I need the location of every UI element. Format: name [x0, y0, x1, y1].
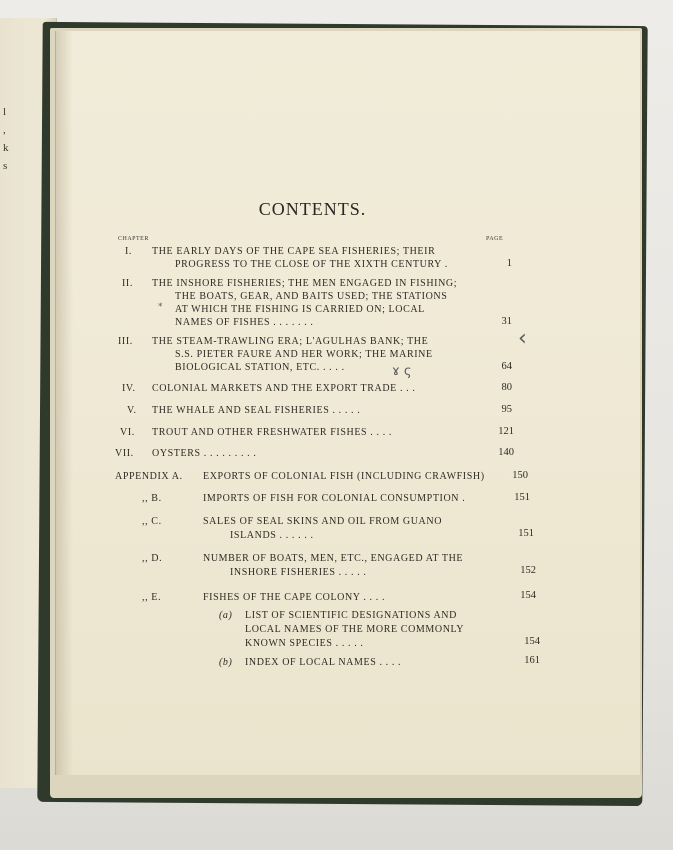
appendix-title-line: FISHES OF THE CAPE COLONY . . . . — [203, 592, 386, 603]
chapter-number: III. — [118, 336, 133, 347]
appendix-label: APPENDIX A. — [115, 471, 183, 482]
sub-item-line: INDEX OF LOCAL NAMES . . . . — [245, 657, 402, 668]
sub-item-label: (b) — [219, 657, 233, 668]
sub-item-line: LOCAL NAMES OF THE MORE COMMONLY — [245, 624, 465, 635]
chapter-number: I. — [125, 246, 133, 257]
sub-item-line: LIST OF SCIENTIFIC DESIGNATIONS AND — [245, 610, 457, 621]
page-number: 95 — [501, 404, 512, 415]
pencil-mark: * — [158, 302, 163, 312]
page-number: 154 — [520, 590, 536, 601]
chapter-title-line: THE EARLY DAYS OF THE CAPE SEA FISHERIES; THEIR — [152, 246, 436, 257]
appendix-title-line: ISLANDS . . . . . . — [230, 530, 314, 541]
left-fragment: s — [3, 160, 8, 172]
appendix-title-line: INSHORE FISHERIES . . . . . — [230, 567, 367, 578]
chapter-number: V. — [127, 405, 137, 416]
left-fragment: , — [3, 124, 6, 136]
chapter-title-line: OYSTERS . . . . . . . . . — [152, 448, 257, 459]
appendix-title-line: IMPORTS OF FISH FOR COLONIAL CONSUMPTION . — [203, 493, 466, 504]
chapter-title-line: S.S. PIETER FAURE AND HER WORK; THE MARINE — [175, 349, 433, 360]
chapter-title-line: AT WHICH THE FISHING IS CARRIED ON; LOCAL — [175, 304, 425, 315]
chapter-title-line: PROGRESS TO THE CLOSE OF THE XIXTH CENTURY . — [175, 259, 448, 270]
chapter-title-line: THE STEAM-TRAWLING ERA; L'AGULHAS BANK; THE — [152, 336, 429, 347]
left-page-fragments — [3, 103, 9, 175]
chapter-title-line: THE INSHORE FISHERIES; THE MEN ENGAGED IN FISHING; — [152, 278, 458, 289]
page-header: PAGE — [486, 236, 504, 242]
sub-item-line: KNOWN SPECIES . . . . . — [245, 638, 364, 649]
page-number: 154 — [524, 636, 540, 647]
chapter-title-line: BIOLOGICAL STATION, ETC. . . . . — [175, 362, 345, 373]
pencil-mark: ‹ — [518, 326, 527, 351]
page-gutter-shadow — [55, 31, 73, 775]
page-number: 121 — [498, 426, 514, 437]
page-number: 161 — [524, 655, 540, 666]
pencil-mark: ɤ ς — [392, 364, 412, 379]
chapter-title-line: THE WHALE AND SEAL FISHERIES . . . . . — [152, 405, 361, 416]
page-number: 31 — [501, 316, 512, 327]
page-number: 151 — [514, 492, 530, 503]
page-number: 151 — [518, 528, 534, 539]
appendix-label: ,, E. — [142, 592, 162, 603]
chapter-title-line: THE BOATS, GEAR, AND BAITS USED; THE STATIONS — [175, 291, 448, 302]
appendix-label: ,, C. — [142, 516, 162, 527]
page-number: 64 — [501, 361, 512, 372]
chapter-number: VI. — [120, 427, 135, 438]
left-fragment: l — [3, 106, 7, 118]
chapter-title-line: TROUT AND OTHER FRESHWATER FISHES . . . . — [152, 427, 392, 438]
sub-item-label: (a) — [219, 610, 233, 621]
appendix-label: ,, B. — [142, 493, 162, 504]
chapter-number: VII. — [115, 448, 134, 459]
chapter-number: II. — [122, 278, 133, 289]
page-number: 150 — [512, 470, 528, 481]
page-number: 1 — [506, 258, 512, 269]
chapter-title-line: COLONIAL MARKETS AND THE EXPORT TRADE . . . — [152, 383, 416, 394]
appendix-title-line: SALES OF SEAL SKINS AND OIL FROM GUANO — [203, 516, 443, 527]
appendix-title-line: NUMBER OF BOATS, MEN, ETC., ENGAGED AT THE — [203, 553, 464, 564]
chapter-title-line: NAMES OF FISHES . . . . . . . — [175, 317, 314, 328]
page-number: 152 — [520, 565, 536, 576]
left-fragment: k — [3, 142, 9, 154]
chapter-header: CHAPTER — [118, 236, 149, 242]
chapter-number: IV. — [122, 383, 136, 394]
page-number: 140 — [498, 447, 514, 458]
page-number: 80 — [501, 382, 512, 393]
appendix-label: ,, D. — [142, 553, 163, 564]
appendix-title-line: EXPORTS OF COLONIAL FISH (INCLUDING CRAWFISH) — [203, 471, 485, 482]
page-title: CONTENTS. — [258, 199, 367, 219]
